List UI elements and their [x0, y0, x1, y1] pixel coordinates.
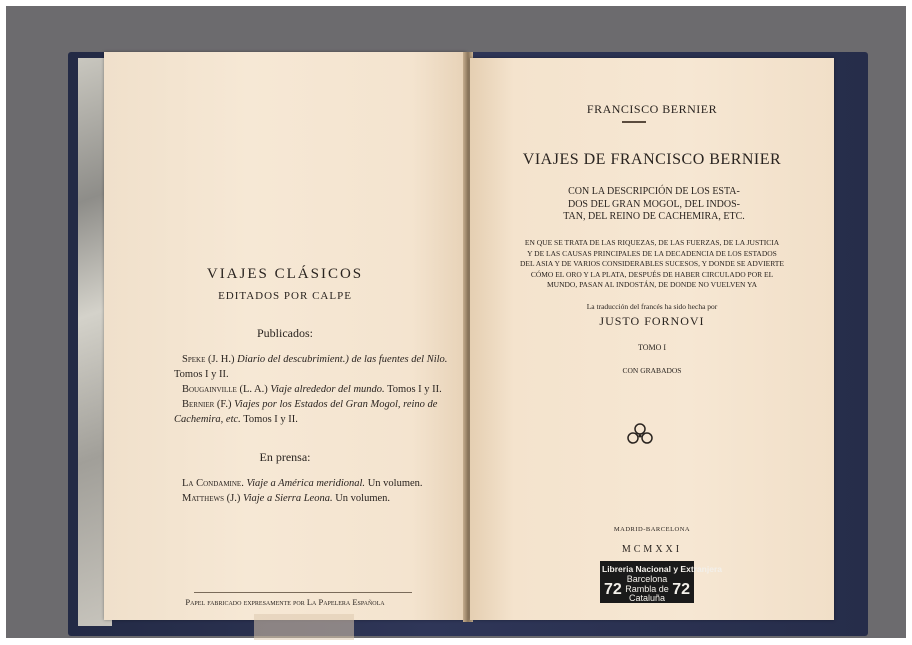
- published-heading: Publicados:: [257, 326, 313, 340]
- series-title: VIAJES CLÁSICOS: [206, 266, 364, 282]
- description-line: CON LA DESCRIPCIÓN DE LOS ESTA-: [568, 186, 740, 197]
- series-subtitle: EDITADOS POR CALPE: [218, 290, 352, 302]
- list-item: Matthews (J.) Viaje a Sierra Leona. Un volumen.: [182, 493, 391, 504]
- paper-stain: [254, 614, 354, 640]
- left-page: [104, 52, 466, 620]
- ornament-icon: [625, 422, 655, 446]
- book-title: VIAJES DE FRANCISCO BERNIER: [522, 151, 782, 168]
- right-page: [470, 58, 834, 620]
- list-item-cont: Tomos I y II.: [174, 369, 229, 380]
- title-rule: [622, 121, 646, 123]
- sticker-line: Libreria Nacional y Extranjera: [602, 564, 722, 574]
- sticker-number: 72: [604, 581, 622, 598]
- subtitle-line: Y DE LAS CAUSAS PRINCIPALES DE LA DECADENCIA DE LOS ESTADOS: [527, 248, 777, 258]
- press-list: [182, 476, 423, 506]
- translation-note: La traducción del francés ha sido hecha por: [586, 302, 718, 311]
- press-heading: En prensa:: [259, 450, 311, 464]
- list-item: La Condamine. Viaje a América meridional. Un volumen.: [182, 478, 423, 489]
- list-item: Bougainville (L. A.) Viaje alrededor del mundo. Tomos I y II.: [182, 384, 442, 395]
- subtitle-line: DEL ASIA Y DE VARIOS CONSIDERABLES SUCESOS, Y DONDE SE ADVIERTE: [520, 259, 784, 268]
- bookseller-sticker: [600, 561, 722, 603]
- description-line: TAN, DEL REINO DE CACHEMIRA, ETC.: [563, 211, 745, 222]
- publication-place: MADRID-BARCELONA: [613, 526, 691, 533]
- publication-year: MCMXXI: [621, 544, 683, 555]
- translator-name: JUSTO FORNOVI: [599, 314, 705, 328]
- subtitle-line: CÓMO EL ORO Y LA PLATA, DESPUÉS DE HABER CIRCULADO POR EL: [530, 269, 774, 279]
- description: [514, 186, 794, 224]
- sticker-line: Barcelona: [626, 574, 668, 584]
- list-item-cont: Cachemira, etc. Tomos I y II.: [174, 414, 298, 425]
- list-item: Bernier (F.) Viajes por los Estados del Gran Mogol, reino de: [182, 399, 438, 410]
- paper-footer: Papel fabricado expresamente por La Papelera Española: [185, 597, 385, 607]
- author-name: FRANCISCO BERNIER: [586, 102, 718, 116]
- list-item: Speke (J. H.) Diario del descubrimient.) de las fuentes del Nilo.: [182, 354, 448, 365]
- subtitle-line: EN QUE SE TRATA DE LAS RIQUEZAS, DE LAS FUERZAS, DE LA JUSTICIA: [524, 238, 780, 247]
- sticker-number: 72: [672, 581, 690, 598]
- sticker-line: Rambla de: [625, 584, 669, 594]
- published-list: [174, 352, 447, 427]
- footer-rule: [194, 592, 412, 593]
- subtitle-paragraph: [490, 238, 814, 291]
- description-line: DOS DEL GRAN MOGOL, DEL INDOS-: [567, 198, 741, 210]
- subtitle-line: MUNDO, PASAN AL INDOSTÁN, DE DONDE NO VUELVEN YA: [546, 280, 757, 289]
- volume-label: TOMO I: [637, 343, 667, 352]
- sticker-line: Cataluña: [628, 593, 666, 603]
- illustrations-label: CON GRABADOS: [622, 366, 682, 375]
